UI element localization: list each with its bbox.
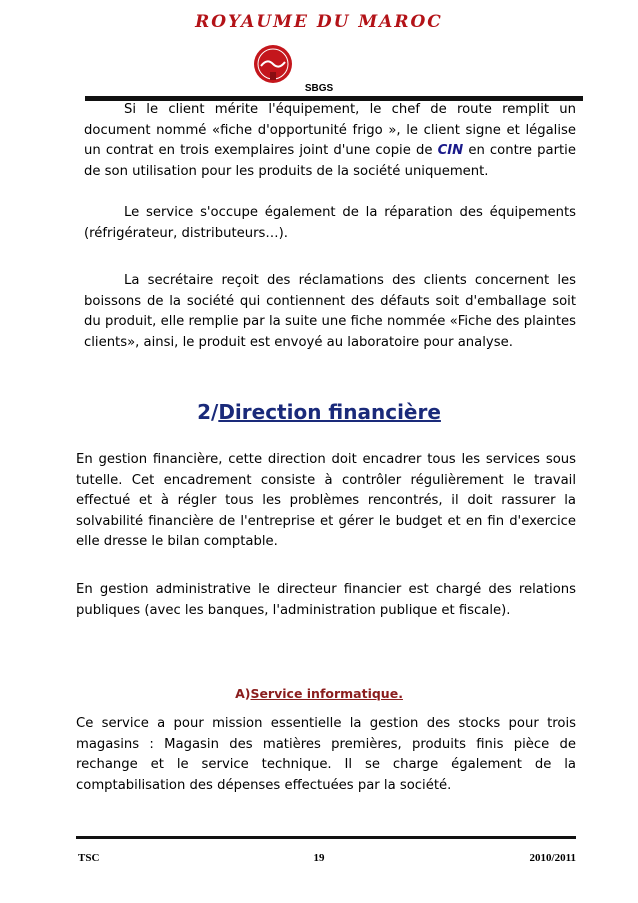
cin-text: CIN — [437, 143, 464, 159]
paragraph-text: en contre partie de son utilisation pour les produits de la société uniquement. — [84, 143, 576, 179]
paragraph-repair: Le service s'occupe également de la réparation des équipements (réfrigérateur, distributeurs…). — [84, 205, 576, 241]
subsection-letter: A) — [235, 686, 251, 701]
coca-cola-logo — [253, 44, 293, 84]
section-label: Direction financière — [218, 400, 441, 424]
paragraph-text: Si le client mérite l'équipement, le chef de route remplit un document nommé «fiche d'opportunité frigo », le client signe et légalise un contrat en trois exemplaires joint d'une copie de — [84, 102, 576, 159]
company-name: SBGS — [304, 83, 334, 94]
paragraph-financial: En gestion financière, cette direction doit encadrer tous les services sous tutelle. Cet encadrement consiste à contrôler régulièrement le travail effectué et à régler tous les problèmes rencontrés, il doit rassurer la solvabilité financière de l'entreprise et gérer le budget et en fin d'exercice elle dresse le bilan comptable. — [76, 452, 576, 550]
subsection-label: Service informatique. — [250, 686, 403, 701]
footer-left: TSC — [78, 852, 100, 864]
paragraph-it-service: Ce service a pour mission essentielle la gestion des stocks pour trois magasins : Magasin des matières premières, produits finis pièce de rechange et le service technique. Il se charge également de la comptabilisation des dépenses effectuées par la société. — [76, 716, 576, 793]
section-title — [0, 400, 638, 424]
header-title: ROYAUME DU MAROC — [195, 12, 443, 32]
paragraph-complaints: La secrétaire reçoit des réclamations des clients concernent les boissons de la société qui contiennent des défauts soit d'emballage soit du produit, elle remplie par la suite une fiche nommée «Fiche des plaintes clients», ainsi, le produit est envoyé au laboratoire pour analyse. — [84, 273, 576, 350]
paragraph-equipment — [84, 100, 576, 182]
paragraph-administrative: En gestion administrative le directeur financier est chargé des relations publiques (avec les banques, l'administration publique et fiscale). — [76, 582, 576, 618]
footer-year: 2010/2011 — [529, 852, 576, 864]
section-number: 2/ — [197, 400, 219, 424]
footer-divider — [76, 836, 576, 839]
subsection-title — [0, 686, 638, 701]
page-number: 19 — [313, 852, 325, 864]
